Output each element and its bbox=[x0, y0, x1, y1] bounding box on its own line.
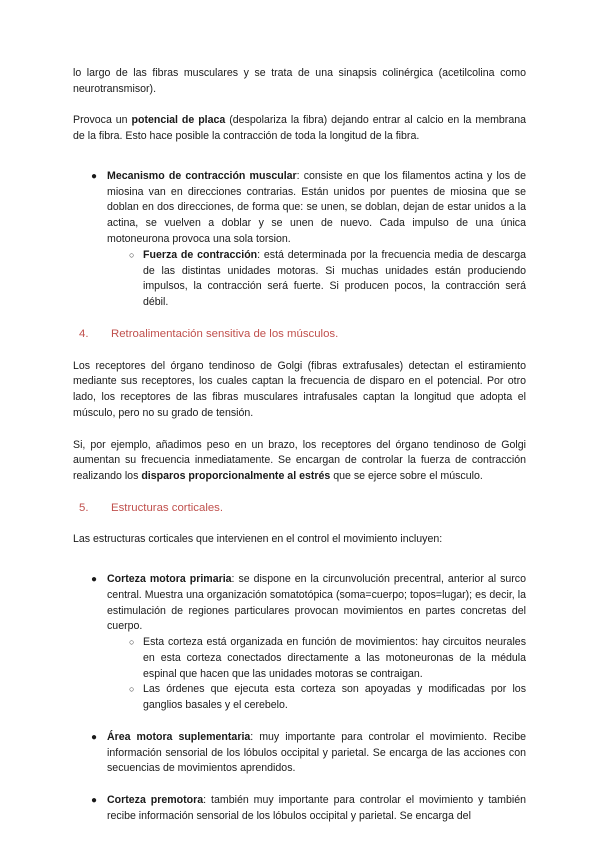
section-5-number: 5. bbox=[79, 501, 89, 514]
sublist-item-fuerza: ○ Fuerza de contracción: está determinada por la frecuencia media de descarga de las distintas unidades motoras. Si muchas unidades están produciendo impulsos, la contracción será fuerte. Si producen pocos, la contracción será débil. bbox=[129, 248, 526, 309]
bullet-dot-icon: ● bbox=[91, 170, 98, 182]
list-item-corteza-premotora: ● Corteza premotora: también muy importante para controlar el movimiento y también recibe información sensorial de los lóbulos occipital y parietal. Se encarga del bbox=[91, 794, 527, 822]
section-5-intro: Las estructuras corticales que intervienen en el control el movimiento incluyen: bbox=[73, 533, 443, 546]
section-4-title: Retroalimentación sensitiva de los músculos. bbox=[111, 327, 339, 340]
bullet-ring-icon: ○ bbox=[129, 637, 135, 648]
list-item-area-motora: ● Área motora suplementaria: muy importante para controlar el movimiento. Recibe información sensorial de los lóbulos occipital y parietal. Se encarga de las acciones con secuencias de movimientos aprendidos. bbox=[91, 730, 526, 775]
area-motora-term: Área motora suplementaria bbox=[107, 730, 251, 743]
corteza-premotora-term: Corteza premotora bbox=[107, 794, 204, 807]
section-4-number: 4. bbox=[79, 327, 89, 340]
section-5-heading bbox=[73, 501, 526, 517]
section-4-paragraph-1: Los receptores del órgano tendinoso de Golgi (fibras extrafusales) detectan el estiramiento mediante sus receptores, los cuales captan la frecuencia de disparo en el potencial. Por otro lado, los receptores de las fibras musculares intrafusales captan la longitud que adopta el músculo, pero no su grado de tensión. bbox=[73, 359, 526, 419]
sublist-item-organizacion: ○ Esta corteza está organizada en función de movimientos: hay circuitos neurales en esta corteza conectados directamente a las motoneuronas de la médula espinal que hacen que las unidades motoras se contraigan. bbox=[129, 636, 526, 680]
corteza-motora-term: Corteza motora primaria bbox=[107, 572, 232, 585]
fuerza-term: Fuerza de contracción bbox=[143, 248, 258, 261]
list-item-mecanismo: ● Mecanismo de contracción muscular: consiste en que los filamentos actina y los de miosina van en direcciones contrarias. Están unidos por puentes de miosina que se doblan en dos direcciones, de forma que: se unen, se doblan, dejan de estar unidos a la actina, se vuelven a doblar y se unen de nuevo. Cada impulso de una única motoneurona provoca una sola torsion. bbox=[91, 169, 526, 245]
bullet-dot-icon: ● bbox=[91, 795, 98, 807]
bullet-ring-icon: ○ bbox=[129, 684, 135, 695]
potencial-term: potencial de placa bbox=[131, 114, 226, 127]
section-4-paragraph-2: Si, por ejemplo, añadimos peso en un brazo, los receptores del órgano tendinoso de Golgi aumentan su frecuencia inmediatamente. Se encargan de controlar la fuerza de contracción realizando los disparos proporcionalmente al estrés que se ejerce sobre el músculo. bbox=[73, 438, 526, 483]
bullet-dot-icon: ● bbox=[91, 573, 98, 585]
list-item-corteza-motora: ● Corteza motora primaria: se dispone en la circunvolución precentral, anterior al surco central. Muestra una organización somatotópica (soma=cuerpo; topos=lugar); es decir, la estimulación de regiones particulares provocan movimientos en partes concretas del cuerpo. bbox=[91, 572, 526, 633]
document-body bbox=[73, 66, 526, 825]
intro-continuation: lo largo de las fibras musculares y se trata de una sinapsis colinérgica (acetilcolina como neurotransmisor). bbox=[73, 67, 526, 95]
section-4-heading bbox=[73, 327, 526, 343]
section-5-title: Estructuras corticales. bbox=[111, 501, 224, 514]
mecanismo-term: Mecanismo de contracción muscular bbox=[107, 169, 297, 182]
bullet-ring-icon: ○ bbox=[129, 249, 135, 260]
potencial-paragraph: Provoca un potencial de placa (despolariza la fibra) dejando entrar al calcio en la membrana de la fibra. Esto hace posible la contracción de toda la longitud de la fibra. bbox=[73, 114, 526, 143]
disparos-term: disparos proporcionalmente al estrés bbox=[141, 470, 331, 483]
bullet-dot-icon: ● bbox=[91, 731, 98, 743]
sublist-item-ordenes: ○ Las órdenes que ejecuta esta corteza son apoyadas y modificadas por los ganglios basales y el cerebelo. bbox=[129, 683, 526, 712]
